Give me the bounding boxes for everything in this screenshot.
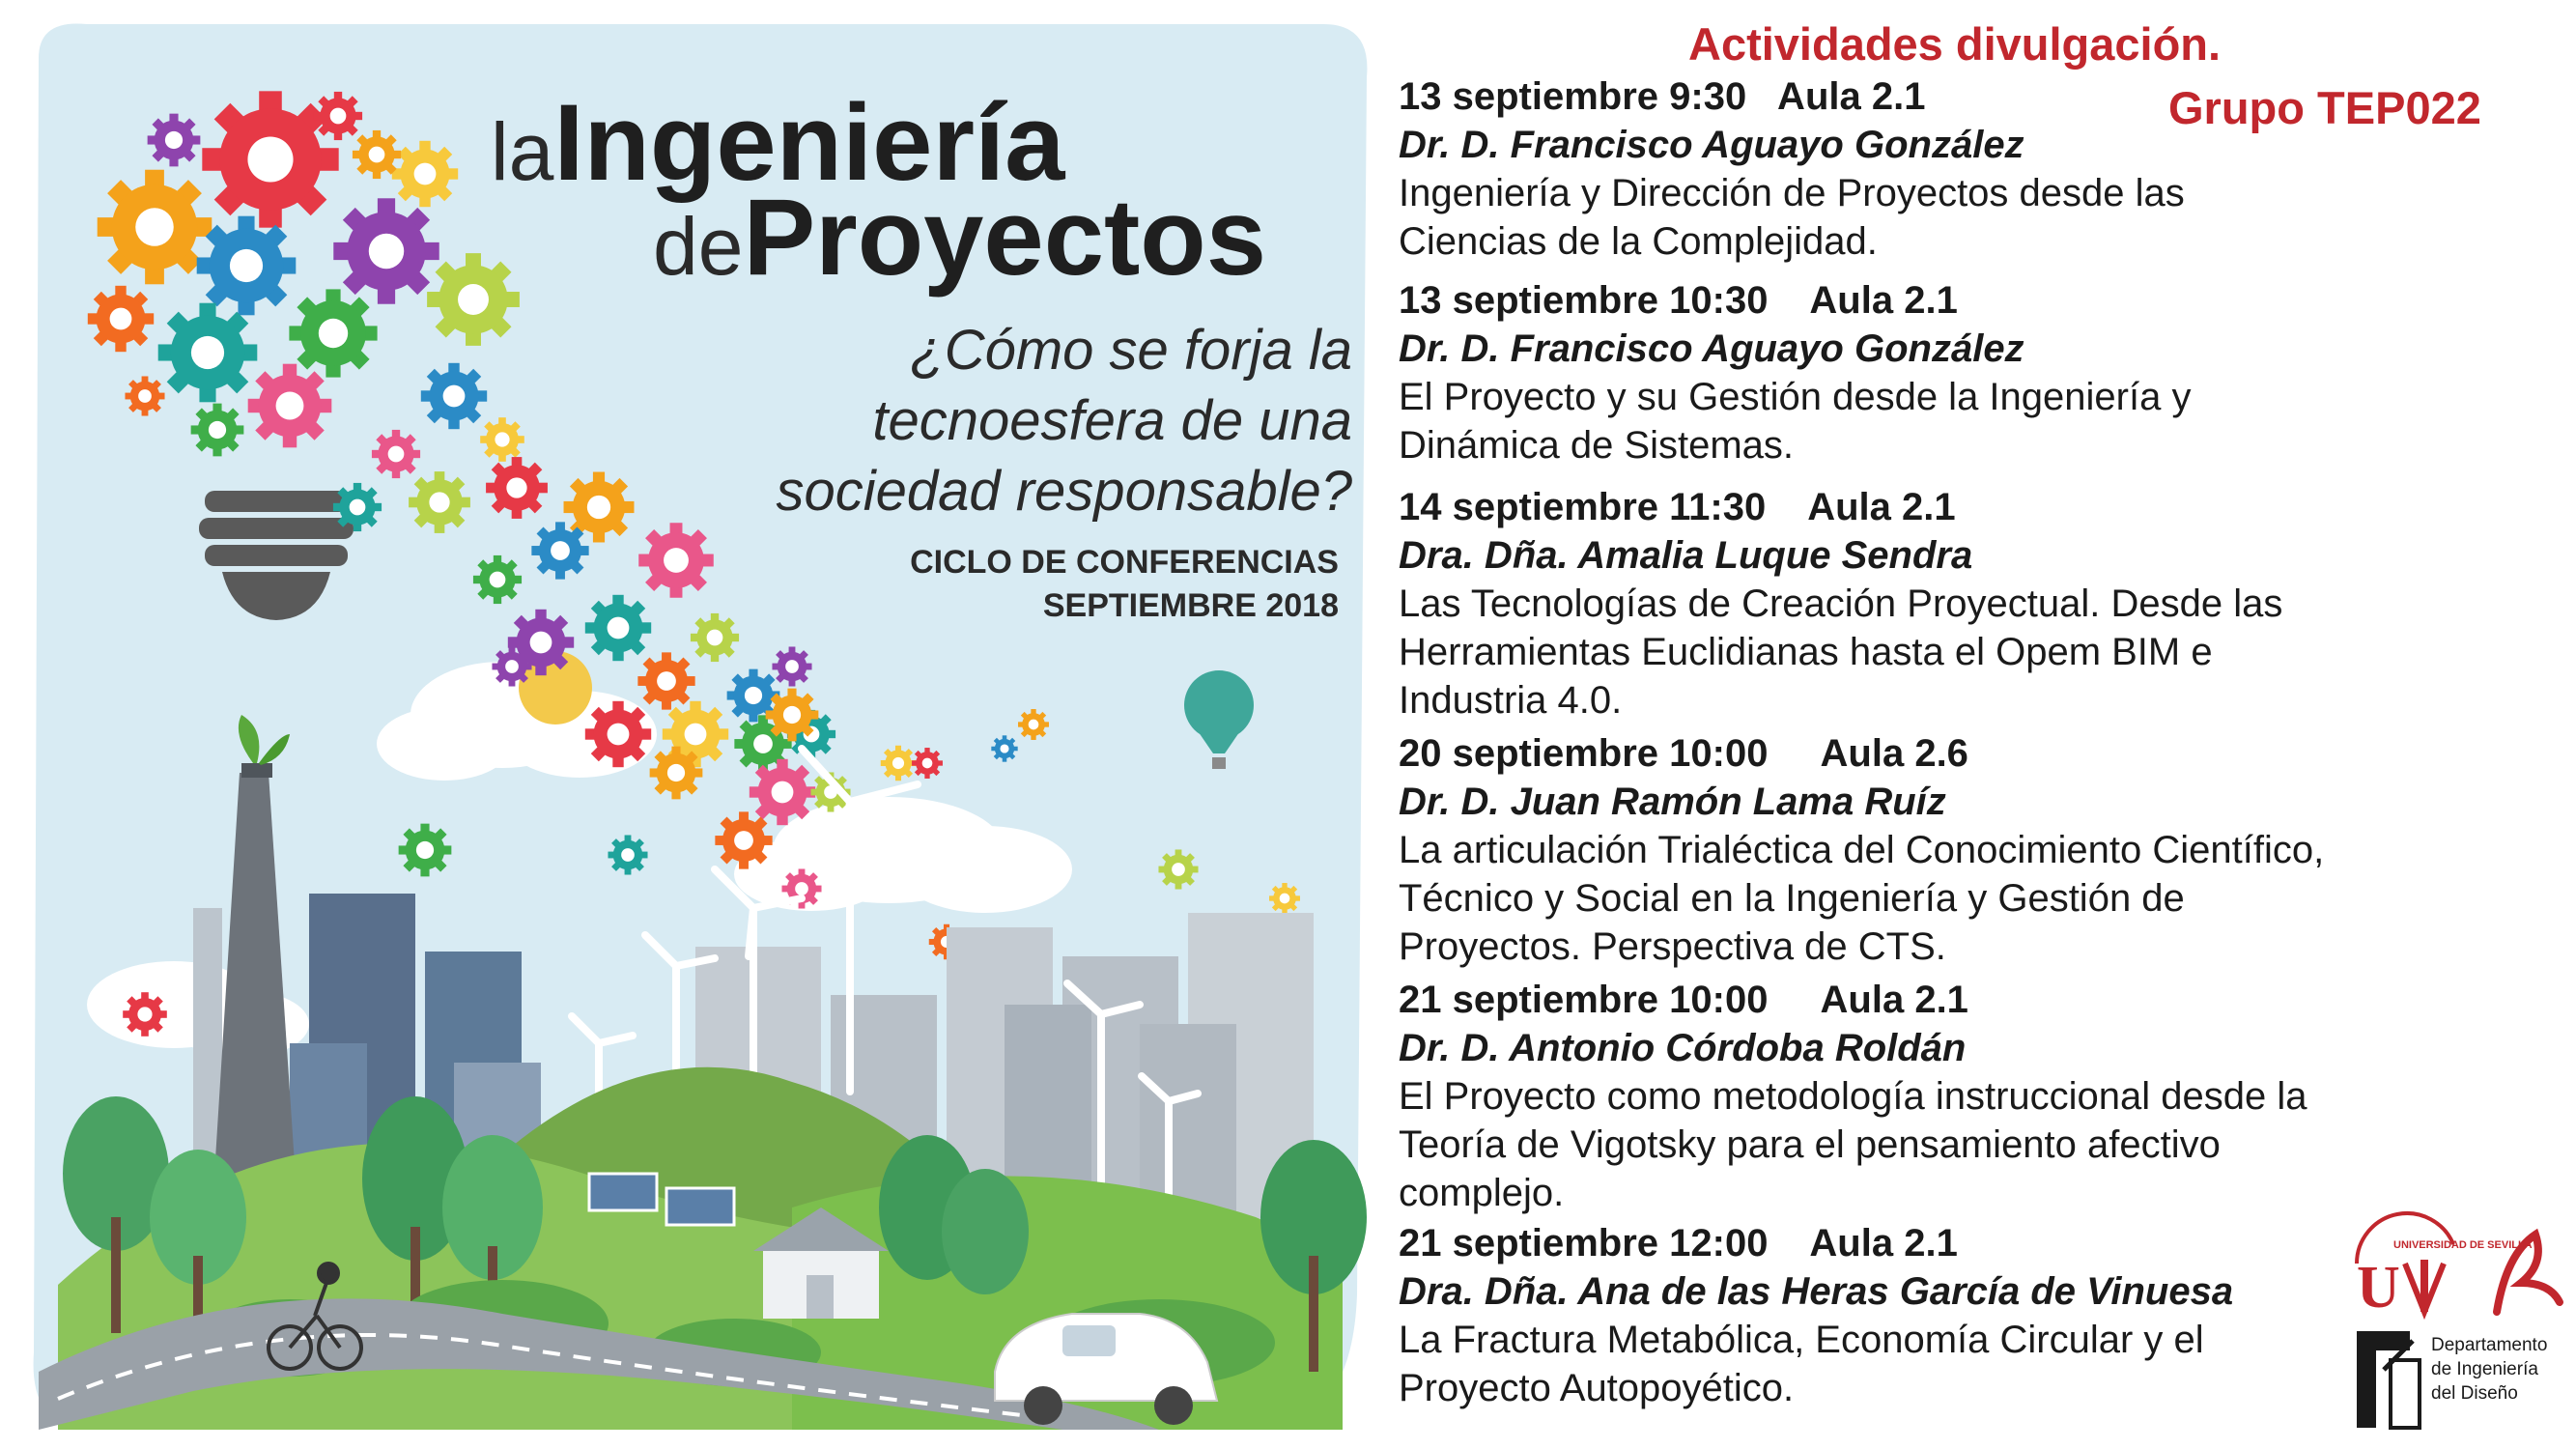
gear-icon [191,404,244,457]
department-line: Departamento [2431,1335,2548,1355]
topic-line: La Fractura Metabólica, Economía Circular y el [1399,1319,2204,1361]
gear-icon [750,759,815,825]
gear-icon [392,141,458,207]
event-speaker: Dr. D. Antonio Córdoba Roldán [1399,1027,1967,1069]
event-speaker: Dr. D. Juan Ramón Lama Ruíz [1399,781,1946,823]
topic-line: El Proyecto y su Gestión desde la Ingeniería y [1399,376,2192,418]
event-date-room: 13 septiembre 9:30 Aula 2.1 [1399,75,1926,118]
gear-icon [248,364,332,448]
conference-cycle [734,541,1339,628]
gear-icon [492,646,531,686]
gear-icon [991,735,1017,761]
topic-line: complejo. [1399,1172,1565,1214]
gear-icon [125,376,164,415]
event-speaker: Dr. D. Francisco Aguayo González [1399,327,2024,370]
event-topic [1399,169,2480,266]
gear-icon [766,689,819,742]
gear-icon [353,130,401,179]
gear-icon [333,198,439,303]
event-date-room: 21 septiembre 12:00 Aula 2.1 [1399,1222,1958,1264]
event-topic [1399,826,2480,971]
question-line: sociedad responsable? [776,460,1352,523]
gear-icon [314,92,362,140]
gear-icon [427,253,520,346]
gear-icon [123,992,167,1037]
department-line: del Diseño [2431,1383,2518,1404]
gear-icon [881,746,916,781]
gear-icon [650,747,703,800]
topic-line: Dinámica de Sistemas. [1399,424,1795,467]
event-date-room: 20 septiembre 10:00 Aula 2.6 [1399,732,1968,775]
event-date-room: 13 septiembre 10:30 Aula 2.1 [1399,279,1958,322]
event-speaker: Dr. D. Francisco Aguayo González [1399,124,2024,166]
gear-icon [202,91,338,227]
gear-icon [772,646,811,686]
gear-icon [638,523,714,598]
svg-text:U: U [2357,1255,2400,1321]
cycle-line: CICLO DE CONFERENCIAS [910,544,1339,581]
program-group: Grupo TEP022 [2168,82,2481,133]
gear-icon [372,430,420,478]
gear-icon [158,303,258,403]
gear-icon [715,811,772,868]
gear-icon [912,748,943,779]
gear-icon [486,457,548,519]
gear-icon [480,417,524,462]
event-topic [1399,580,2480,724]
gear-icon [197,216,297,316]
gear-icon [531,522,588,579]
topic-line: La articulación Trialéctica del Conocimiento Científico, [1399,829,2325,871]
topic-line: Industria 4.0. [1399,679,1623,722]
topic-line: Ciencias de la Complejidad. [1399,220,1878,263]
gear-icon [637,652,694,709]
event-date-room: 14 septiembre 11:30 Aula 2.1 [1399,486,1956,528]
gear-icon [399,824,452,877]
topic-line: Teoría de Vigotsky para el pensamiento afectivo [1399,1123,2221,1166]
event-topic [1399,1316,2480,1412]
poster-title-main-word: Proyectos [743,177,1267,298]
gear-icon [1018,709,1049,740]
poster-title-main-word: Ingeniería [553,82,1065,203]
gear-icon [98,170,212,285]
topic-line: Proyecto Autopoyético. [1399,1367,1795,1409]
event-item [1399,276,2480,469]
gear-icon [1158,849,1198,889]
department-logo-icon [2357,1331,2420,1428]
event-date-room: 21 septiembre 10:00 Aula 2.1 [1399,979,1968,1021]
department-name [2431,1333,2547,1406]
gear-icon [421,363,487,429]
event-speaker: Dra. Dña. Amalia Luque Sendra [1399,534,1973,577]
event-item [1399,729,2480,971]
topic-line: Técnico y Social en la Ingeniería y Gestión de [1399,877,2185,920]
event-item [1399,976,2480,1217]
question-line: tecnoesfera de una [872,389,1352,452]
topic-line: Las Tecnologías de Creación Proyectual. Desde las [1399,582,2283,625]
program-title: Actividades divulgación. [1688,18,2222,70]
gear-icon [1269,883,1300,914]
gear-icon [333,483,382,531]
gear-icon [289,289,377,377]
topic-line: Herramientas Euclidianas hasta el Opem BIM e [1399,631,2213,673]
gear-icon [473,555,522,604]
cycle-line: SEPTIEMBRE 2018 [1042,587,1339,624]
gear-icon [148,114,201,167]
poster-title-line1: laIngeniería [491,82,1065,203]
poster-title-line2: deProyectos [653,177,1267,298]
gear-icon [691,613,739,662]
gear-icon [608,835,647,874]
event-topic [1399,1072,2480,1217]
gear-icon [88,286,154,352]
department-line: de Ingeniería [2431,1359,2538,1379]
event-topic [1399,373,2480,469]
gear-icon [585,595,651,661]
topic-line: Ingeniería y Dirección de Proyectos desde las [1399,172,2185,214]
university-ring-text: UNIVERSIDAD DE SEVILLA [2393,1239,2533,1251]
gear-icon [409,471,470,533]
event-item [1399,483,2480,724]
gear-icon [585,701,651,767]
question-line: ¿Cómo se forja la [910,319,1352,382]
topic-line: Proyectos. Perspectiva de CTS. [1399,925,1946,968]
poster-question [676,315,1352,526]
topic-line: El Proyecto como metodología instruccional desde la [1399,1075,2307,1118]
event-speaker: Dra. Dña. Ana de las Heras García de Vinuesa [1399,1270,2234,1313]
event-item [1399,1219,2480,1412]
event-item [1399,72,2480,266]
